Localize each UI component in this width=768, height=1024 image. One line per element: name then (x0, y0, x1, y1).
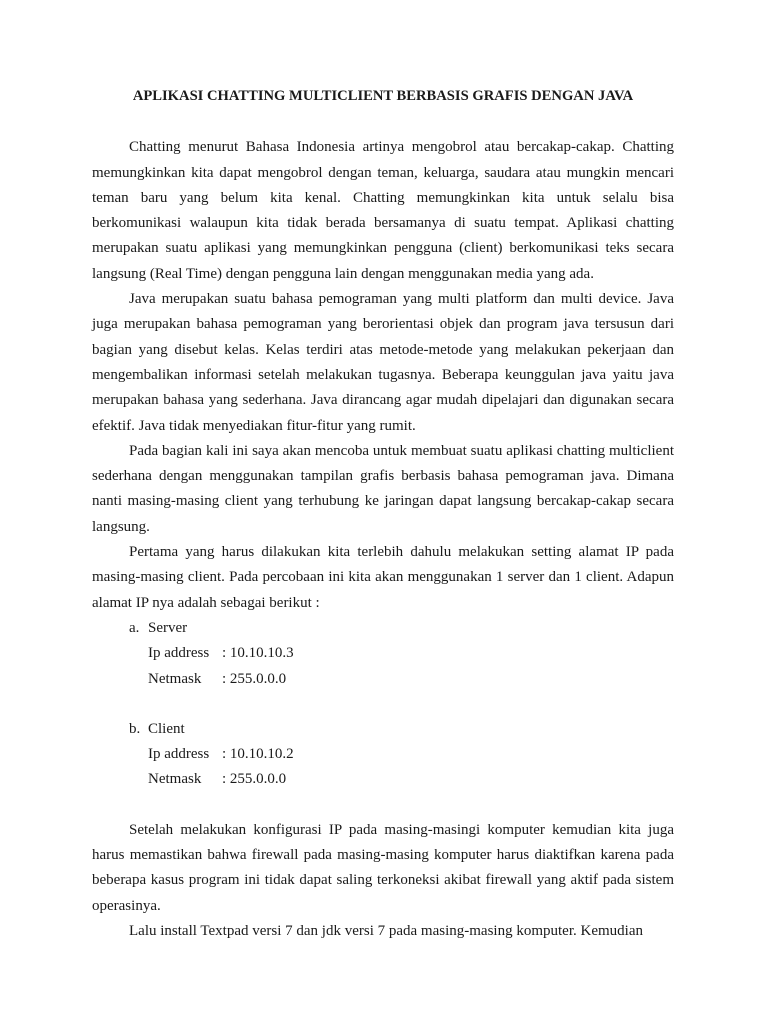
paragraph-java-overview: Java merupakan suatu bahasa pemograman yang multi platform dan multi device. Java juga merupakan bahasa pemograman yang berorientasi objek dan program java tersusun dari bagian yang disebut kelas. Kelas terdiri atas metode-metode yang melakukan pekerjaan dan mengembalikan informasi setelah melakukan tugasnya. Beberapa keunggulan java yaitu java merupakan bahasa yang sederhana. Java dirancang agar mudah dipelajari dan digunakan secara efektif. Java tidak menyediakan fitur-fitur yang rumit. (92, 291, 674, 434)
paragraph-firewall: Setelah melakukan konfigurasi IP pada masing-masingi komputer kemudian kita juga harus memastikan bahwa firewall pada masing-masing komputer harus diaktifkan karena pada beberapa kasus program ini tidak dapat saling terkoneksi akibat firewall yang aktif pada sistem operasinya. (92, 821, 674, 914)
client-ip-address (129, 742, 674, 767)
list-item-server (92, 616, 674, 692)
server-netmask (129, 667, 674, 692)
ip-address-label: Ip address (148, 645, 210, 662)
netmask-label: Netmask (148, 670, 202, 687)
list-marker: b. (129, 720, 141, 737)
server-ip-address (129, 641, 674, 666)
client-netmask (129, 767, 674, 792)
netmask-value: : 255.0.0.0 (222, 771, 287, 788)
list-item-client (92, 717, 674, 793)
paragraph-chatting-definition: Chatting menurut Bahasa Indonesia artinya mengobrol atau bercakap-cakap. Chatting memungkinkan kita dapat mengobrol dengan teman, keluarga, saudara atau mungkin mencari teman baru yang belum kita kenal. Chatting memungkinkan kita untuk selalu bisa berkomunikasi walaupun kita tidak berada bersamanya di suatu tempat. Aplikasi chatting merupakan suatu aplikasi yang memungkinkan pengguna (client) berkomunikasi teks secara langsung (Real Time) dengan pengguna lain dengan menggunakan media yang ada. (92, 139, 674, 282)
ip-config-list (92, 616, 674, 793)
ip-address-label: Ip address (148, 746, 210, 763)
paragraph-install: Lalu install Textpad versi 7 dan jdk versi 7 pada masing-masing komputer. Kemudian (129, 922, 643, 939)
ip-address-value: : 10.10.10.2 (222, 746, 294, 763)
paragraph-project-intro: Pada bagian kali ini saya akan mencoba untuk membuat suatu aplikasi chatting multiclient sederhana dengan menggunakan tampilan grafis berbasis bahasa pemograman java. Dimana nanti masing-masing client yang terhubung ke jaringan dapat langsung bercakap-cakap secara langsung. (92, 442, 674, 535)
document-body (92, 84, 674, 944)
list-marker: a. (129, 619, 140, 636)
list-item-label: Server (148, 619, 188, 636)
netmask-label: Netmask (148, 771, 202, 788)
list-item-label: Client (148, 720, 185, 737)
netmask-value: : 255.0.0.0 (222, 670, 287, 687)
document-title: APLIKASI CHATTING MULTICLIENT BERBASIS GRAFIS DENGAN JAVA (132, 88, 634, 104)
paragraph-ip-setup: Pertama yang harus dilakukan kita terlebih dahulu melakukan setting alamat IP pada masing-masing client. Pada percobaan ini kita akan menggunakan 1 server dan 1 client. Adapun alamat IP nya adalah sebagai berikut : (92, 544, 674, 611)
ip-address-value: : 10.10.10.3 (222, 645, 294, 662)
